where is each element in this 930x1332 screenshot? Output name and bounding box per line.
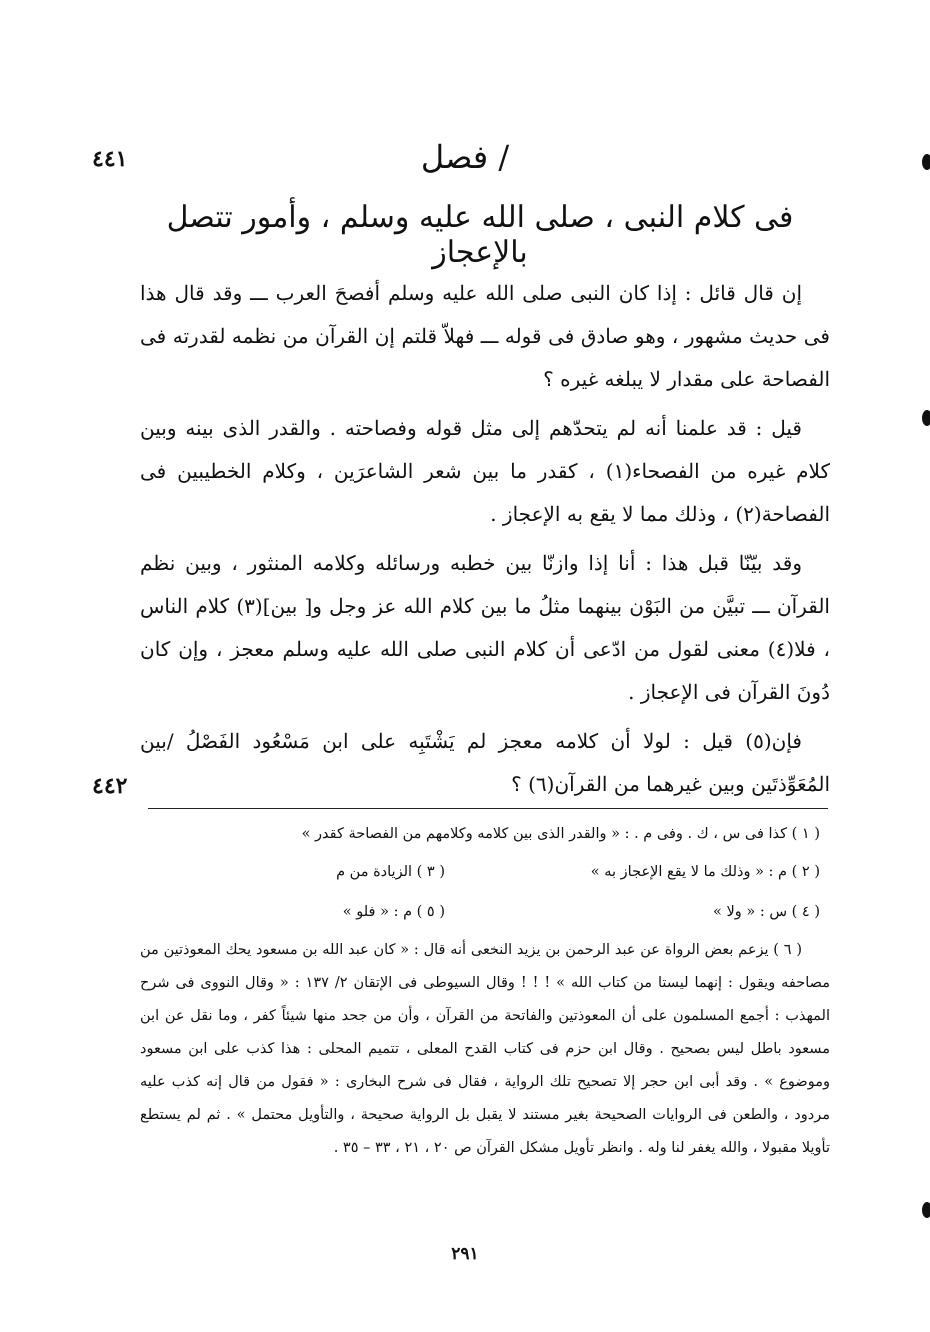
footnote-3: ( ٣ ) الزيادة من م — [336, 864, 445, 880]
footnotes — [140, 822, 830, 1242]
footnote-6: ( ٦ ) يزعم بعض الرواة عن عبد الرحمن بن يزيد النخعى أنه قال : « كان عبد الله بن مسعود يحك المعوذتين من مصاحفه ويقول : إنهما ليستا من كتاب الله » ! ! ! وقال السيوطى فى الإتقان ٢/ ١٣٧ : « وقال النووى فى شرح المهذب : أجمع المسلمون على أن المعوذتين والفاتحة من القرآن ، وأن من جحد منها شيئاً كفر ، وما نقل عن ابن مسعود باطل ليس بصحيح . وقال ابن حزم فى كتاب القدح المعلى ، تتميم المحلى : هذا كذب على ابن مسعود وموضوع » . وقد أبى ابن حجر إلا تصحيح تلك الرواية ، فقال فى شرح البخارى : « فقول من قال إنه كذب عليه مردود ، والطعن فى الروايات الصحيحة بغير مستند لا يقبل بل الرواية صحيحة ، والتأويل محتمل » . ثم لم يستطع تأويلا مقبولا ، والله يغفر لنا وله . وانظر تأويل مشكل القرآن ص ٢٠ ، ٢١ ، ٣٣ – ٣٥ . — [140, 942, 830, 1156]
paragraph: وقد بيّنّا قبل هذا : أنا إذا وازنّا بين خطبه ورسائله وكلامه المنثور ، وبين نظم القرآن ـــ تبيَّن من البَوْن بينهما مثلُ ما بين كلام الله عز وجل و[ بين](٣) كلام الناس ، فلا(٤) معنى لقول من ادّعى أن كلام النبى صلى الله عليه وسلم معجز ، وإن كان دُونَ القرآن فى الإعجاز . — [140, 551, 830, 704]
margin-page-ref-top: ٤٤١ — [92, 146, 128, 172]
binding-hole-mark — [922, 1202, 930, 1218]
page-number: ٢٩١ — [451, 1244, 479, 1264]
paragraph: قيل : قد علمنا أنه لم يتحدّهم إلى مثل قوله وفصاحته . والقدر الذى بينه وبين كلام غيره من الفصحاء(١) ، كقدر ما بين شعر الشاعرَين ، وكلام الخطيبين فى الفصاحة(٢) ، وذلك مما لا يقع به الإعجاز . — [140, 416, 830, 526]
footnote-1: ( ١ ) كذا فى س ، ك . وفى م . : « والقدر الذى بين كلامه وكلامهم من الفصاحة كقدر » — [301, 826, 820, 842]
main-text — [140, 272, 830, 812]
footnote-5: ( ٥ ) م : « فلو » — [342, 904, 445, 920]
margin-page-ref-bottom: ٤٤٢ — [92, 773, 128, 799]
footnote-4: ( ٤ ) س : « ولا » — [713, 904, 820, 920]
footnote-separator — [148, 808, 828, 809]
binding-hole-mark — [922, 410, 930, 426]
footnote-2: ( ٢ ) م : « وذلك ما لا يقع الإعجاز به » — [590, 864, 820, 880]
section-label: / فصل — [420, 138, 510, 176]
paragraph: إن قال قائل : إذا كان النبى صلى الله عليه وسلم أفصحَ العرب ـــ وقد قال هذا فى حديث مشهور ، وهو صادق فى قوله ـــ فهلاّ قلتم إن القرآن من نظمه لقدرته فى الفصاحة على مقدار لا يبلغه غيره ؟ — [140, 281, 830, 391]
paragraph: فإن(٥) قيل : لولا أن كلامه معجز لم يَشْتَبِه على ابن مَسْعُود الفَصْلُ /بين المُعَوِّذتَين وبين غيرهما من القرآن(٦) ؟ — [140, 729, 830, 796]
chapter-title: فى كلام النبى ، صلى الله عليه وسلم ، وأمور تتصل بالإعجاز — [166, 200, 794, 270]
